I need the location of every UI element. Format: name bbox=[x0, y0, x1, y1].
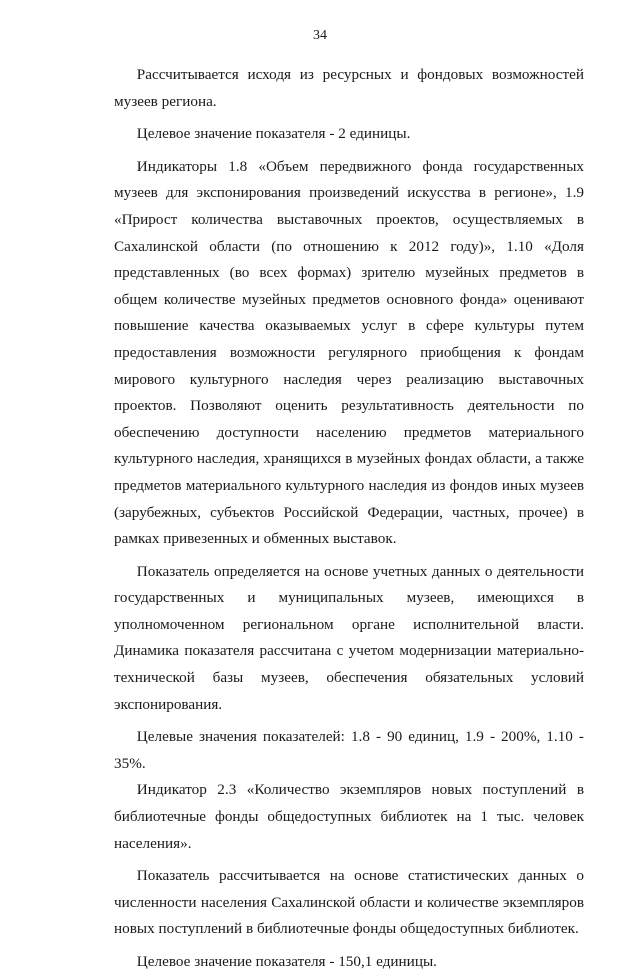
paragraph-target-value-2: Целевое значение показателя - 150,1 единицы. bbox=[136, 953, 437, 970]
paragraph-target-values: Целевые значения показателей: 1.8 - 90 единиц, 1.9 - 200%, 1.10 - 35%. bbox=[114, 728, 584, 772]
paragraph-indicator-2-3: Индикатор 2.3 «Количество экземпляров новых поступлений в библиотечные фонды общедоступных библиотек на 1 тыс. человек населения». bbox=[114, 781, 584, 852]
paragraph-indicator-basis: Показатель определяется на основе учетных данных о деятельности государственных и муниципальных музеев, имеющихся в уполномоченном региональном органе исполнительной власти. Динамика показателя рассчитана с учетом модернизации материально-технической базы музеев, обеспечения обязательных условий экспонирования. bbox=[114, 562, 584, 713]
paragraph-museum-resources: Рассчитывается исходя из ресурсных и фондовых возможностей музеев региона. bbox=[114, 66, 584, 110]
page-number: 34 bbox=[313, 28, 327, 43]
document-body bbox=[114, 62, 584, 976]
paragraph-target-value-1: Целевое значение показателя - 2 единицы. bbox=[136, 125, 411, 143]
paragraph-indicators-1-8-1-10: Индикаторы 1.8 «Объем передвижного фонда государственных музеев для экспонирования произведений искусства в регионе», 1.9 «Прирост количества выставочных проектов, осуществляемых в Сахалинской области (по отношению к 2012 году)», 1.10 «Доля представленных (во всех формах) зрителю музейных предметов в общем количестве музейных предметов основного фонда» оценивают повышение качества оказываемых услуг в сфере культуры путем предоставления возможности регулярного приобщения к фондам мирового культурного наследия через реализацию выставочных проектов. Позволяют оценить результативность деятельности по обеспечению доступности населению предметов материального культурного наследия, хранящихся в музейных фондах области, а также предметов материального культурного наследия из фондов иных музеев (зарубежных, субъектов Российской Федерации, частных, прочее) в рамках привезенных и обменных выставок. bbox=[114, 157, 584, 548]
paragraph-calculation-basis: Показатель рассчитывается на основе статистических данных о численности населения Сахалинской области и количестве экземпляров новых поступлений в библиотечные фонды общедоступных библиотек. bbox=[114, 867, 584, 938]
